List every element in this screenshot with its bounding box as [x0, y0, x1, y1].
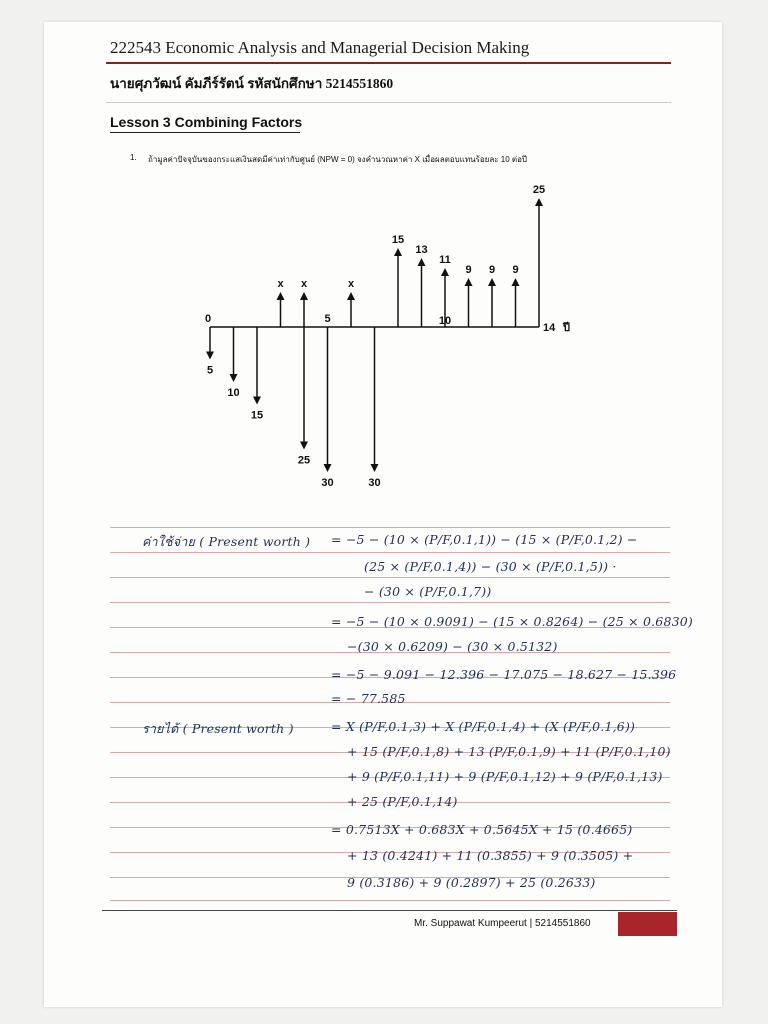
expense-total: = − 77.585 — [331, 691, 406, 706]
ruled-line — [110, 552, 670, 553]
cash-outflow-arrowhead — [371, 464, 379, 472]
course-title: 222543 Economic Analysis and Managerial Decision Making — [110, 38, 530, 57]
cash-outflow-arrowhead — [324, 464, 332, 472]
cash-inflow-arrowhead — [300, 292, 308, 300]
cash-outflow-label: 15 — [250, 409, 264, 422]
ruled-line — [110, 900, 670, 901]
cash-inflow-label: x — [277, 278, 284, 290]
work-line: = 0.7513X + 0.683X + 0.5645X + 15 (0.4665) — [331, 822, 633, 837]
cash-flow-diagram — [44, 22, 722, 502]
question-text: ถ้ามูลค่าปัจจุบันของกระแสเงินสดมีค่าเท่ากับศูนย์ (NPW = 0) จงคำนวณหาค่า X เมื่อผลตอบแทนร้อยละ 10 ต่อปี — [148, 155, 527, 164]
expense-label: ค่าใช้จ่าย ( Present worth ) — [142, 534, 311, 549]
axis-label-ten: 10 — [438, 315, 452, 327]
work-line: + 13 (0.4241) + 11 (0.3855) + 9 (0.3505) + — [347, 848, 634, 863]
cash-inflow-arrowhead — [441, 268, 449, 276]
cash-outflow-label: 30 — [321, 477, 334, 489]
student-info: นายศุภวัฒน์ คัมภีร์รัตน์ รหัสนักศึกษา 5214551860 — [110, 76, 394, 91]
cash-inflow-arrowhead — [347, 292, 355, 300]
cash-inflow-label: 9 — [512, 264, 519, 276]
cash-inflow-arrowhead — [277, 292, 285, 300]
work-line: −(30 × 0.6209) − (30 × 0.5132) — [347, 639, 558, 654]
cash-outflow-arrowhead — [253, 397, 261, 405]
cash-outflow-label: 25 — [297, 454, 311, 467]
axis-label-unit: ปี — [563, 322, 570, 334]
cash-inflow-arrowhead — [512, 278, 520, 286]
cash-inflow-label: 25 — [532, 184, 546, 196]
cash-outflow-arrowhead — [206, 352, 214, 360]
work-line: = −5 − (10 × 0.9091) − (15 × 0.8264) − (25 × 0.6830) — [331, 614, 693, 629]
cash-inflow-label: 9 — [488, 264, 496, 276]
footer-author: Mr. Suppawat Kumpeerut | 5214551860 — [414, 918, 591, 929]
cash-outflow-label: 5 — [206, 364, 214, 377]
ruled-line — [110, 602, 670, 603]
cash-inflow-label: 15 — [391, 234, 405, 246]
revenue-label: รายได้ ( Present worth ) — [142, 721, 294, 736]
work-line: 9 (0.3186) + 9 (0.2897) + 25 (0.2633) — [347, 875, 596, 890]
work-line: (25 × (P/F,0.1,4)) − (30 × (P/F,0.1,5)) · — [364, 559, 617, 574]
cash-inflow-arrowhead — [418, 258, 426, 266]
cash-outflow-arrowhead — [230, 374, 238, 382]
axis-label-end: 14 — [543, 322, 556, 334]
document-page — [44, 22, 722, 1007]
cash-outflow-label: 10 — [227, 387, 240, 399]
work-line: − (30 × (P/F,0.1,7)) — [364, 584, 492, 599]
work-line: = −5 − (10 × (P/F,0.1,1)) − (15 × (P/F,0.1,2) − — [331, 532, 638, 547]
question-number: 1. — [130, 153, 137, 162]
work-line: + 9 (P/F,0.1,11) + 9 (P/F,0.1,12) + 9 (P/F,0.1,13) — [347, 769, 663, 784]
work-line: = −5 − 9.091 − 12.396 − 17.075 − 18.627 − 15.396 — [331, 667, 677, 682]
cash-outflow-arrowhead — [300, 442, 308, 450]
work-line: + 15 (P/F,0.1,8) + 13 (P/F,0.1,9) + 11 (P/F,0.1,10) — [347, 744, 671, 759]
axis-label-start: 0 — [204, 313, 212, 325]
cash-inflow-arrowhead — [535, 198, 543, 206]
cash-inflow-arrowhead — [394, 248, 402, 256]
cash-inflow-label: x — [300, 278, 308, 290]
work-line: = X (P/F,0.1,3) + X (P/F,0.1,4) + (X (P/F,0.1,6)) — [331, 719, 636, 734]
cash-inflow-label: 11 — [439, 254, 451, 266]
cash-inflow-label: 13 — [415, 244, 428, 256]
cash-inflow-arrowhead — [465, 278, 473, 286]
cash-outflow-label: 30 — [368, 477, 381, 489]
cash-inflow-label: x — [347, 278, 355, 290]
footer-divider — [102, 910, 677, 911]
axis-label-mid: 5 — [324, 313, 331, 325]
cash-inflow-arrowhead — [488, 278, 496, 286]
lesson-title: Lesson 3 Combining Factors — [110, 114, 303, 130]
ruled-line — [110, 527, 670, 528]
ruled-line — [110, 577, 670, 578]
cash-inflow-label: 9 — [465, 264, 472, 276]
footer-accent-block — [618, 912, 677, 936]
work-line: + 25 (P/F,0.1,14) — [347, 794, 458, 809]
